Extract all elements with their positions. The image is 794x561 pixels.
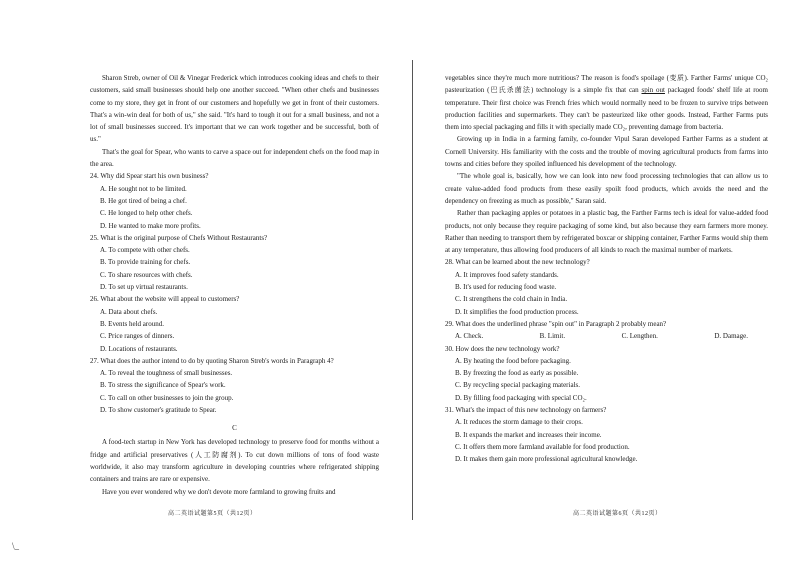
option: C. Price ranges of dinners. [100,332,175,341]
option: C. To call on other businesses to join the group. [100,393,234,402]
page-footer-right: 高二英语试题第6页（共12页） [573,511,662,517]
option: B. He got tired of being a chef. [100,196,187,205]
question-30 [445,343,768,404]
option: D. It simplifies the food production process. [455,307,579,316]
option: A. It reduces the storm damage to their crops. [455,418,583,427]
paragraph: That's the goal for Spear, who wants to carve a space out for independent chefs on the food map in the area. [90,147,379,169]
paragraph: Have you ever wondered why we don't devote more farmland to growing fruits and [102,487,336,496]
page-footer-left: 高二英语试题第5页（共12页） [168,511,257,517]
option: D. Locations of restaurants. [100,344,178,353]
option: C. To share resources with chefs. [100,270,193,279]
option: D. By filling food packaging with special CO₂. [455,393,587,402]
right-page [397,0,794,561]
paragraph: "The whole goal is, basically, how we can look into new food processing technologies that can allow us to create value-added food products from these easily spoilt food products, which avoids the need and the dependency on freezing as much as possible," Saran said. [445,172,768,205]
option: C. He longed to help other chefs. [100,209,193,218]
option: A. By heating the food before packaging. [455,356,571,365]
paragraph: Growing up in India in a farming family, co-founder Vipul Saran developed Farther Farms as a student at Cornell University. His familiarity with the costs and the trouble of moving agricultural products from farms into towns and cities before they spoiled influenced his development of the technology. [445,135,768,169]
option: D. To set up virtual restaurants. [100,283,188,292]
question-26 [90,293,379,354]
option: A. Check. [455,332,484,341]
question-stem: 27. What does the author intend to do by quoting Sharon Streb's words in Paragraph 4? [90,356,334,365]
option: A. To reveal the toughness of small businesses. [100,369,233,378]
question-stem: 25. What is the original purpose of Chefs Without Restaurants? [90,233,268,242]
option: A. Data about chefs. [100,307,158,316]
option: A. To compete with other chefs. [100,246,190,255]
option: C. By recycling special packaging materials. [455,381,580,390]
corner-scan-mark: \_ [12,541,20,551]
option: D. Damage. [714,332,748,341]
option: A. It improves food safety standards. [455,270,559,279]
paragraph: A food-tech startup in New York has developed technology to preserve food for months without a fridge and artificial preservatives (人工防腐剂). To cut down millions of tons of food waste worldwide, it also may transform agriculture in developing countries where refrigerated shipping containers and trains are rare or expensive. [90,438,379,484]
paragraph: Rather than packaging apples or potatoes in a plastic bag, the Farther Farms tech is ideal for value-added food products, not only because they require packaging of some kind, but also because they earn farmers more money. Rather than needing to transport them by refrigerated boxcar or shipping container, Farther Farms would ship them at any temperature, thus allowing food producers of all kinds to reach the maximal number of markets. [445,209,768,255]
option: B. It's used for reducing food waste. [455,283,557,292]
section-label: C [232,424,237,433]
question-stem: 31. What's the impact of this new technology on farmers? [445,406,607,415]
option: B. By freezing the food as early as possible. [455,369,579,378]
option: D. He wanted to make more profits. [100,221,201,230]
option: A. He sought not to be limited. [100,184,187,193]
question-24 [90,170,379,231]
question-31 [445,404,768,465]
option: B. It expands the market and increases their income. [455,430,602,439]
option: D. To show customer's gratitude to Spear. [100,406,217,415]
paragraph: Sharon Streb, owner of Oil & Vinegar Frederick which introduces cooking ideas and chefs to their customers, said small businesses should help one another succeed. "When other chefs and businesses come to my store, they get in front of our customers and hopefully we get in front of their customers. That's a win-win deal for both of us," she said. "It's hard to tough it out for a small business, and not a lot of small businesses succeed. It's important that we can work together and be successful, both of us." [90,74,379,144]
text-segment: vegetables since they're much more nutritious? The reason is food's spoilage (变质). Farther Farms' unique CO₂ pasteurization (巴氏杀菌法) technology is a simple fix that can [445,74,768,95]
question-25 [90,232,379,293]
question-stem: 29. What does the underlined phrase "spin out" in Paragraph 2 probably mean? [445,319,667,328]
paragraph-with-underline [445,72,768,133]
option: B. To stress the significance of Spear's work. [100,381,226,390]
question-29 [445,318,768,343]
question-28 [445,256,768,317]
option: C. It strengthens the cold chain in India. [455,295,568,304]
question-stem: 26. What about the website will appeal to customers? [90,295,240,304]
option: B. Events held around. [100,319,164,328]
question-27 [90,355,379,416]
option: C. Lengthen. [621,332,658,341]
option: B. Limit. [539,332,566,341]
options-row [445,330,768,342]
option: C. It offers them more farmland available for food production. [455,442,630,451]
option: B. To provide training for chefs. [100,258,191,267]
option: D. It makes them gain more professional agricultural knowledge. [455,455,638,464]
question-stem: 24. Why did Spear start his own business? [90,172,209,181]
question-stem: 28. What can be learned about the new technology? [445,258,590,267]
question-stem: 30. How does the new technology work? [445,344,560,353]
text-segment: packaged foods' shelf life at room temperature. Their first choice was French fries which would normally need to be frozen to survive trips between production facilities and supermarkets. They can't be pasteurized like other goods. Instead, Farther Farms puts them into special packaging and fills it with specially made CO₂, preventing damage from bacteria. [445,86,768,132]
underlined-phrase: spin out [641,86,665,95]
